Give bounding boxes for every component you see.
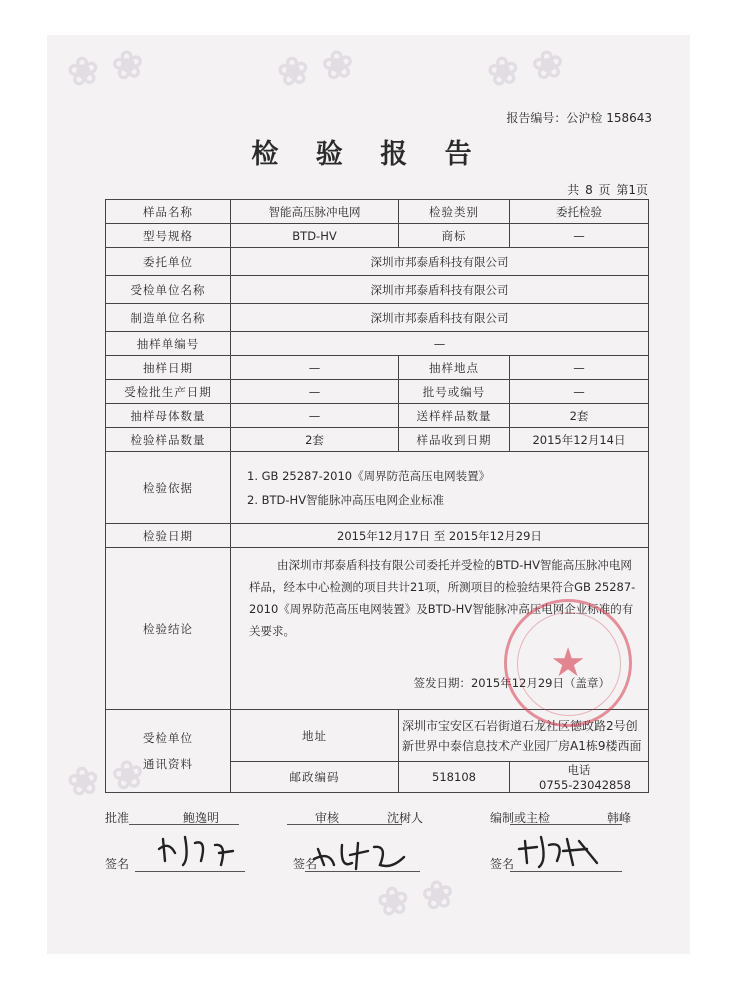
- review-label: 审核: [315, 811, 340, 825]
- base-qty-label: 抽样母体数量: [106, 404, 231, 428]
- approve-label: 批准: [105, 811, 130, 825]
- contact-label-line: 受检单位: [143, 731, 193, 745]
- report-number: 报告编号：公沪检 158643: [506, 111, 652, 125]
- maker-label: 制造单位名称: [106, 304, 231, 332]
- contact-label: [106, 710, 231, 793]
- star-icon: ★: [550, 640, 586, 686]
- sample-date-value: —: [231, 356, 399, 380]
- table-row: [106, 332, 649, 356]
- postcode-label: 邮政编码: [231, 762, 399, 793]
- prod-date-label: 受检批生产日期: [106, 380, 231, 404]
- compile-name: 韩峰: [607, 811, 632, 825]
- issue-date: 签发日期：2015年12月29日（盖章）: [413, 676, 610, 690]
- page-count: 共 8 页 第1页: [567, 183, 648, 197]
- watermark-pattern: ❀ ❀: [64, 749, 147, 806]
- table-row: [106, 452, 649, 524]
- postcode-value: 518108: [399, 762, 510, 793]
- watermark-pattern: ❀ ❀: [64, 39, 147, 96]
- batch-value: —: [510, 380, 649, 404]
- table-row: [106, 428, 649, 452]
- inspect-type-value: 委托检验: [510, 200, 649, 224]
- official-seal-stamp: [504, 599, 632, 727]
- handwritten-signature: [155, 831, 265, 878]
- sample-place-value: —: [510, 356, 649, 380]
- table-row: [106, 248, 649, 276]
- handwritten-signature: [312, 835, 422, 882]
- sign-label: 签名: [490, 857, 515, 871]
- test-date-value: 2015年12月17日 至 2015年12月29日: [231, 524, 649, 548]
- test-qty-label: 检验样品数量: [106, 428, 231, 452]
- sample-no-value: —: [231, 332, 649, 356]
- sign-label: 签名: [105, 857, 130, 871]
- brand-value: —: [510, 224, 649, 248]
- client-label: 委托单位: [106, 248, 231, 276]
- recv-date-label: 样品收到日期: [399, 428, 510, 452]
- table-row: [106, 304, 649, 332]
- review-name: 沈树人: [387, 811, 424, 825]
- basis-label: 检验依据: [106, 452, 231, 524]
- inspected-unit-label: 受检单位名称: [106, 276, 231, 304]
- conclusion-label: 检验结论: [106, 548, 231, 710]
- send-qty-label: 送样样品数量: [399, 404, 510, 428]
- phone-value: 0755-23042858: [539, 778, 631, 792]
- base-qty-value: —: [231, 404, 399, 428]
- maker-value: 深圳市邦泰盾科技有限公司: [231, 304, 649, 332]
- table-row: [106, 524, 649, 548]
- handwritten-signature: [517, 831, 627, 878]
- phone-cell: [510, 762, 649, 793]
- prod-date-value: —: [231, 380, 399, 404]
- contact-label-line: 通讯资料: [143, 757, 193, 771]
- sample-place-label: 抽样地点: [399, 356, 510, 380]
- model-label: 型号规格: [106, 224, 231, 248]
- table-row: [106, 356, 649, 380]
- batch-label: 批号或编号: [399, 380, 510, 404]
- compile-label: 编制或主检: [490, 811, 551, 825]
- address-value: 深圳市宝安区石岩街道石龙社区德政路2号创新世界中泰信息技术产业园厂房A1栋9楼西面: [399, 710, 649, 762]
- watermark-pattern: ❀ ❀: [374, 869, 457, 926]
- page-title: 检 验 报 告: [251, 139, 486, 170]
- sample-date-label: 抽样日期: [106, 356, 231, 380]
- address-label: 地址: [231, 710, 399, 762]
- model-value: BTD-HV: [231, 224, 399, 248]
- table-row: [106, 380, 649, 404]
- sample-name-value: 智能高压脉冲电网: [231, 200, 399, 224]
- inspect-type-label: 检验类别: [399, 200, 510, 224]
- test-date-label: 检验日期: [106, 524, 231, 548]
- table-row: [106, 276, 649, 304]
- table-row: [106, 200, 649, 224]
- send-qty-value: 2套: [510, 404, 649, 428]
- phone-label: 电话: [567, 763, 591, 777]
- test-qty-value: 2套: [231, 428, 399, 452]
- client-value: 深圳市邦泰盾科技有限公司: [231, 248, 649, 276]
- watermark-pattern: ❀ ❀: [484, 39, 567, 96]
- sign-label: 签名: [293, 857, 318, 871]
- basis-item: 2. BTD-HV智能脉冲高压电网企业标准: [247, 492, 445, 507]
- basis-value: [231, 452, 649, 524]
- basis-item: 1. GB 25287-2010《周界防范高压电网装置》: [247, 468, 491, 483]
- inspected-unit-value: 深圳市邦泰盾科技有限公司: [231, 276, 649, 304]
- watermark-pattern: ❀ ❀: [274, 39, 357, 96]
- approve-name: 鲍逸明: [183, 811, 220, 825]
- recv-date-value: 2015年12月14日: [510, 428, 649, 452]
- conclusion-text: 由深圳市邦泰盾科技有限公司委托并受检的BTD-HV智能高压脉冲电网样品，经本中心检测的项目共计21项，所测项目的检验结果符合GB 25287-2010《周界防范高压电网装置》及BTD-HV智能脉冲高压电网企业标准的有关要求。: [249, 558, 636, 638]
- report-sheet: [47, 35, 690, 954]
- brand-label: 商标: [399, 224, 510, 248]
- table-row: [106, 224, 649, 248]
- sample-name-label: 样品名称: [106, 200, 231, 224]
- table-row: [106, 404, 649, 428]
- sample-no-label: 抽样单编号: [106, 332, 231, 356]
